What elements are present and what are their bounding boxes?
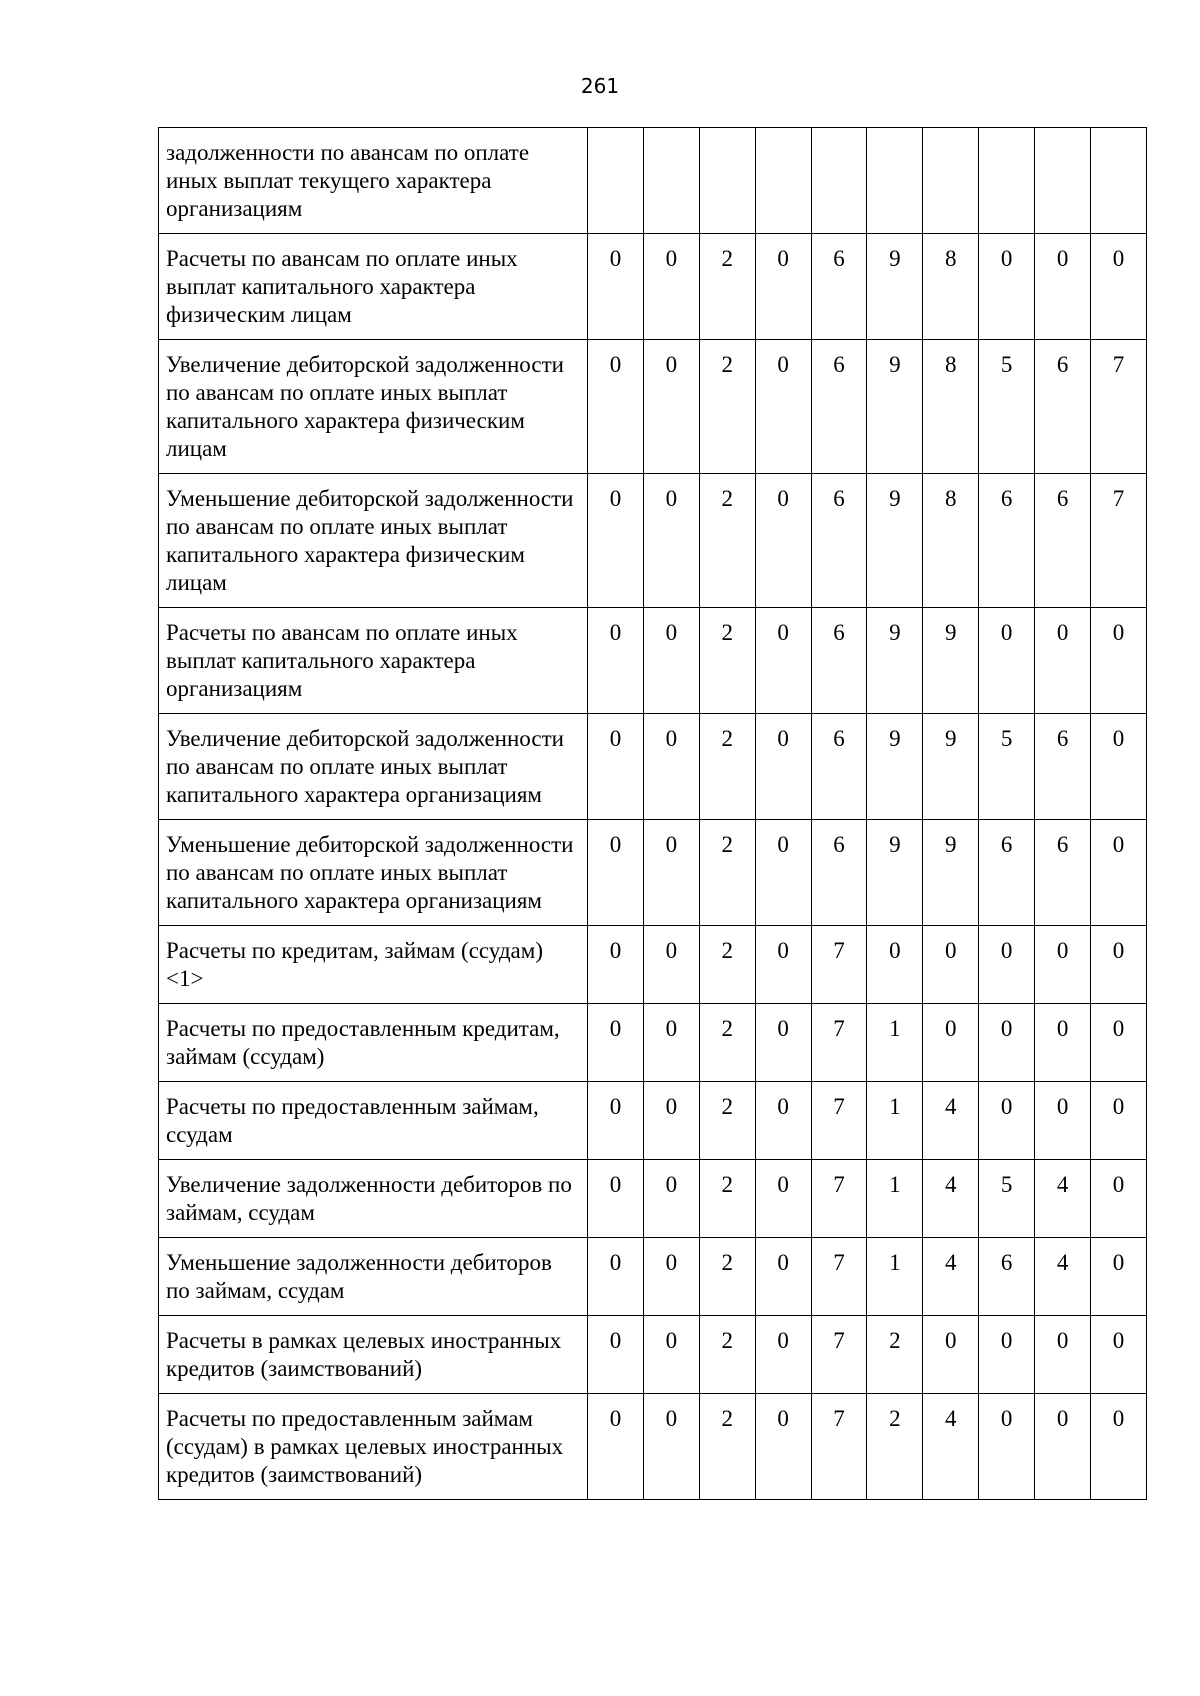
code-digit-cell [923,128,979,234]
code-digit-cell: 0 [643,474,699,608]
code-digit-cell: 5 [979,1160,1035,1238]
code-digit-cell: 0 [755,608,811,714]
code-digit-cell: 6 [979,1238,1035,1316]
code-digit-cell: 0 [643,1394,699,1500]
row-label: Расчеты по предоставленным займам (ссудам) в рамках целевых иностранных кредитов (заимствований) [159,1394,588,1500]
code-digit-cell: 0 [979,1394,1035,1500]
code-digit-cell: 0 [755,926,811,1004]
code-digit-cell: 5 [979,340,1035,474]
row-label: Расчеты по кредитам, займам (ссудам) <1> [159,926,588,1004]
code-digit-cell: 2 [699,608,755,714]
code-digit-cell: 0 [923,1316,979,1394]
code-digit-cell [811,128,867,234]
code-digit-cell: 2 [699,714,755,820]
code-digit-cell: 0 [588,608,644,714]
row-label: задолженности по авансам по оплате иных выплат текущего характера организациям [159,128,588,234]
code-digit-cell: 0 [643,714,699,820]
code-digit-cell: 0 [588,474,644,608]
code-digit-cell: 7 [1091,340,1147,474]
account-codes-table [158,127,1147,1500]
code-digit-cell: 0 [979,1316,1035,1394]
code-digit-cell [867,128,923,234]
code-digit-cell: 0 [755,1238,811,1316]
code-digit-cell [755,128,811,234]
code-digit-cell: 0 [643,608,699,714]
row-label: Расчеты по предоставленным кредитам, займам (ссудам) [159,1004,588,1082]
row-label: Уменьшение дебиторской задолженности по авансам по оплате иных выплат капитального характера физическим лицам [159,474,588,608]
code-digit-cell: 1 [867,1004,923,1082]
code-digit-cell: 6 [1035,820,1091,926]
table-row [159,1082,1147,1160]
code-digit-cell: 2 [699,820,755,926]
row-label: Расчеты по авансам по оплате иных выплат капитального характера физическим лицам [159,234,588,340]
code-digit-cell: 0 [643,926,699,1004]
code-digit-cell: 0 [1035,1082,1091,1160]
code-digit-cell: 0 [643,234,699,340]
code-digit-cell: 2 [867,1394,923,1500]
code-digit-cell: 8 [923,340,979,474]
code-digit-cell: 7 [811,1316,867,1394]
code-digit-cell: 0 [643,1082,699,1160]
code-digit-cell: 9 [867,714,923,820]
code-digit-cell: 0 [588,1394,644,1500]
code-digit-cell: 6 [811,234,867,340]
row-label: Увеличение дебиторской задолженности по авансам по оплате иных выплат капитального характера организациям [159,714,588,820]
code-digit-cell: 9 [867,474,923,608]
page-number: 261 [580,74,620,98]
code-digit-cell: 6 [811,474,867,608]
code-digit-cell: 0 [588,234,644,340]
table-row [159,1160,1147,1238]
code-digit-cell: 5 [979,714,1035,820]
code-digit-cell: 2 [699,926,755,1004]
code-digit-cell: 2 [699,1238,755,1316]
code-digit-cell: 1 [867,1082,923,1160]
code-digit-cell: 0 [867,926,923,1004]
code-digit-cell: 0 [1091,1004,1147,1082]
table-row [159,608,1147,714]
code-digit-cell: 7 [811,1238,867,1316]
code-digit-cell: 6 [811,820,867,926]
code-digit-cell: 0 [755,340,811,474]
code-digit-cell: 2 [699,234,755,340]
code-digit-cell: 4 [923,1394,979,1500]
code-digit-cell [1091,128,1147,234]
code-digit-cell: 7 [811,1004,867,1082]
code-digit-cell: 2 [867,1316,923,1394]
code-digit-cell: 0 [588,340,644,474]
code-digit-cell: 7 [1091,474,1147,608]
code-digit-cell: 1 [867,1160,923,1238]
code-digit-cell: 0 [1091,926,1147,1004]
code-digit-cell [1035,128,1091,234]
code-digit-cell: 0 [1091,820,1147,926]
code-digit-cell: 1 [867,1238,923,1316]
code-digit-cell: 0 [643,1004,699,1082]
code-digit-cell: 6 [979,820,1035,926]
row-label: Расчеты по предоставленным займам, ссудам [159,1082,588,1160]
code-digit-cell: 0 [643,1238,699,1316]
code-digit-cell: 0 [1091,1082,1147,1160]
code-digit-cell: 0 [979,926,1035,1004]
code-digit-cell: 6 [811,714,867,820]
code-digit-cell: 6 [1035,474,1091,608]
code-digit-cell: 2 [699,1160,755,1238]
code-digit-cell: 0 [1091,234,1147,340]
code-digit-cell: 0 [643,820,699,926]
row-label: Уменьшение дебиторской задолженности по авансам по оплате иных выплат капитального характера организациям [159,820,588,926]
code-digit-cell: 0 [1035,1004,1091,1082]
code-digit-cell [979,128,1035,234]
code-digit-cell: 0 [755,234,811,340]
code-digit-cell: 7 [811,1082,867,1160]
code-digit-cell: 0 [755,1082,811,1160]
code-digit-cell: 4 [923,1238,979,1316]
code-digit-cell: 0 [588,1082,644,1160]
code-digit-cell: 9 [923,608,979,714]
code-digit-cell: 7 [811,1160,867,1238]
code-digit-cell: 0 [1035,1394,1091,1500]
code-digit-cell: 2 [699,1394,755,1500]
table-body [159,128,1147,1500]
code-digit-cell: 0 [755,1316,811,1394]
code-digit-cell: 0 [979,608,1035,714]
code-digit-cell: 0 [755,1160,811,1238]
code-digit-cell: 6 [1035,714,1091,820]
row-label: Увеличение дебиторской задолженности по авансам по оплате иных выплат капитального характера физическим лицам [159,340,588,474]
code-digit-cell: 6 [1035,340,1091,474]
code-digit-cell: 7 [811,1394,867,1500]
code-digit-cell: 0 [588,714,644,820]
code-digit-cell: 6 [811,340,867,474]
code-digit-cell: 4 [1035,1238,1091,1316]
table-row [159,820,1147,926]
row-label: Расчеты по авансам по оплате иных выплат капитального характера организациям [159,608,588,714]
code-digit-cell: 0 [588,820,644,926]
code-digit-cell: 9 [867,234,923,340]
table-row [159,1004,1147,1082]
code-digit-cell [643,128,699,234]
code-digit-cell: 0 [643,1316,699,1394]
table-row [159,340,1147,474]
table-row [159,474,1147,608]
code-digit-cell: 6 [979,474,1035,608]
table-row [159,926,1147,1004]
code-digit-cell [699,128,755,234]
code-digit-cell: 0 [1035,234,1091,340]
row-label: Увеличение задолженности дебиторов по займам, ссудам [159,1160,588,1238]
row-label: Уменьшение задолженности дебиторов по займам, ссудам [159,1238,588,1316]
code-digit-cell: 0 [588,926,644,1004]
code-digit-cell: 0 [1035,926,1091,1004]
code-digit-cell: 4 [923,1082,979,1160]
code-digit-cell: 0 [1091,1316,1147,1394]
code-digit-cell: 8 [923,474,979,608]
table-row [159,714,1147,820]
code-digit-cell: 0 [588,1160,644,1238]
code-digit-cell: 2 [699,340,755,474]
code-digit-cell: 8 [923,234,979,340]
code-digit-cell: 9 [867,820,923,926]
code-digit-cell: 0 [1091,608,1147,714]
code-digit-cell: 9 [867,340,923,474]
table-row [159,234,1147,340]
code-digit-cell: 9 [923,820,979,926]
code-digit-cell: 2 [699,1082,755,1160]
code-digit-cell: 7 [811,926,867,1004]
code-digit-cell: 0 [979,1004,1035,1082]
code-digit-cell: 0 [755,1004,811,1082]
code-digit-cell: 0 [588,1004,644,1082]
code-digit-cell: 0 [923,926,979,1004]
code-digit-cell [588,128,644,234]
code-digit-cell: 0 [923,1004,979,1082]
code-digit-cell: 0 [1035,608,1091,714]
code-digit-cell: 0 [979,1082,1035,1160]
code-digit-cell: 0 [755,820,811,926]
code-digit-cell: 0 [588,1238,644,1316]
code-digit-cell: 9 [923,714,979,820]
code-digit-cell: 2 [699,1316,755,1394]
table-row [159,1394,1147,1500]
code-digit-cell: 4 [923,1160,979,1238]
code-digit-cell: 0 [1091,1394,1147,1500]
code-digit-cell: 0 [1091,1238,1147,1316]
code-digit-cell: 0 [588,1316,644,1394]
row-label: Расчеты в рамках целевых иностранных кредитов (заимствований) [159,1316,588,1394]
code-digit-cell: 0 [755,1394,811,1500]
code-digit-cell: 6 [811,608,867,714]
code-digit-cell: 2 [699,474,755,608]
table-row [159,128,1147,234]
code-digit-cell: 0 [979,234,1035,340]
table-row [159,1238,1147,1316]
code-digit-cell: 0 [643,1160,699,1238]
code-digit-cell: 0 [755,474,811,608]
code-digit-cell: 0 [755,714,811,820]
code-digit-cell: 0 [1091,714,1147,820]
code-digit-cell: 9 [867,608,923,714]
code-digit-cell: 0 [643,340,699,474]
code-digit-cell: 2 [699,1004,755,1082]
code-digit-cell: 0 [1035,1316,1091,1394]
table-row [159,1316,1147,1394]
code-digit-cell: 0 [1091,1160,1147,1238]
code-digit-cell: 4 [1035,1160,1091,1238]
